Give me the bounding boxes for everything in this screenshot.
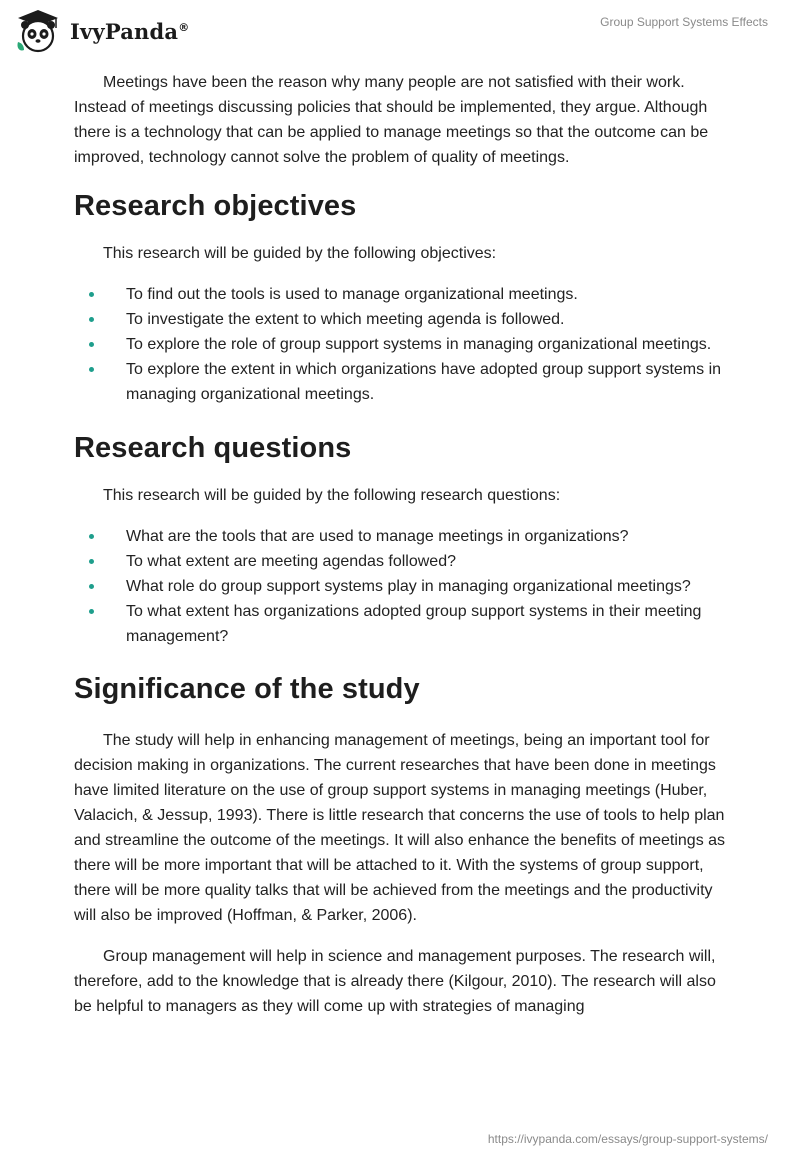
bullet-dot-icon (89, 609, 94, 614)
panda-logo-icon (14, 8, 62, 54)
questions-heading: Research questions (74, 432, 352, 464)
objectives-lead: This research will be guided by the following objectives: (103, 245, 497, 262)
significance-paragraph-1: The study will help in enhancing management of meetings, being an important tool for decision making in organizations. The current researches that have been done in meetings have limited literature on the use of group support systems in managing meetings (Huber, Valacich, & Jessup, 1993). There is little research that concerns the use of tools to help plan and streamline the outcome of the meetings. It will also enhance the benefits of meetings as there will be more important that will be attached to it. With the systems of group support, there will be more quality talks that will be achieved from the meetings and the productivity will also be improved (Hoffman, & Parker, 2006). (74, 732, 726, 924)
list-item: To what extent are meeting agendas followed? (0, 549, 730, 574)
list-item: To explore the role of group support systems in managing organizational meetings. (0, 332, 730, 357)
intro-paragraph: Meetings have been the reason why many people are not satisfied with their work. Instead of meetings discussing policies that should be implemented, they argue. Although there is a technology that can be applied to manage meetings so that the outcome can be improved, technology cannot solve the problem of quality of meetings. (74, 74, 709, 166)
document-title: Group Support Systems Effects (600, 15, 768, 29)
list-item: To find out the tools is used to manage organizational meetings. (0, 282, 730, 307)
questions-list (74, 524, 730, 649)
objectives-list (74, 282, 730, 407)
page-header (0, 0, 800, 60)
questions-lead: This research will be guided by the following research questions: (103, 487, 561, 504)
objectives-heading: Research objectives (74, 190, 357, 222)
essay-content (74, 70, 730, 1019)
brand-name: IvyPanda® (70, 18, 190, 44)
significance-paragraph-2: Group management will help in science and management purposes. The research will, therefore, add to the knowledge that is already there (Kilgour, 2010). The research will also be helpful to managers as they will come up with strategies of managing (74, 948, 716, 1015)
list-item: What are the tools that are used to manage meetings in organizations? (0, 524, 730, 549)
bullet-dot-icon (89, 317, 94, 322)
list-item: To what extent has organizations adopted group support systems in their meeting management? (0, 599, 730, 649)
bullet-dot-icon (89, 367, 94, 372)
bullet-dot-icon (89, 292, 94, 297)
list-item: What role do group support systems play in managing organizational meetings? (0, 574, 730, 599)
bullet-dot-icon (89, 342, 94, 347)
list-item: To explore the extent in which organizations have adopted group support systems in managing organizational meetings. (0, 357, 730, 407)
bullet-dot-icon (89, 584, 94, 589)
bullet-dot-icon (89, 559, 94, 564)
list-item: To investigate the extent to which meeting agenda is followed. (0, 307, 730, 332)
significance-heading: Significance of the study (74, 673, 420, 705)
brand-logo[interactable] (14, 8, 189, 54)
bullet-dot-icon (89, 534, 94, 539)
source-url-link[interactable]: https://ivypanda.com/essays/group-support-systems/ (487, 1132, 768, 1146)
